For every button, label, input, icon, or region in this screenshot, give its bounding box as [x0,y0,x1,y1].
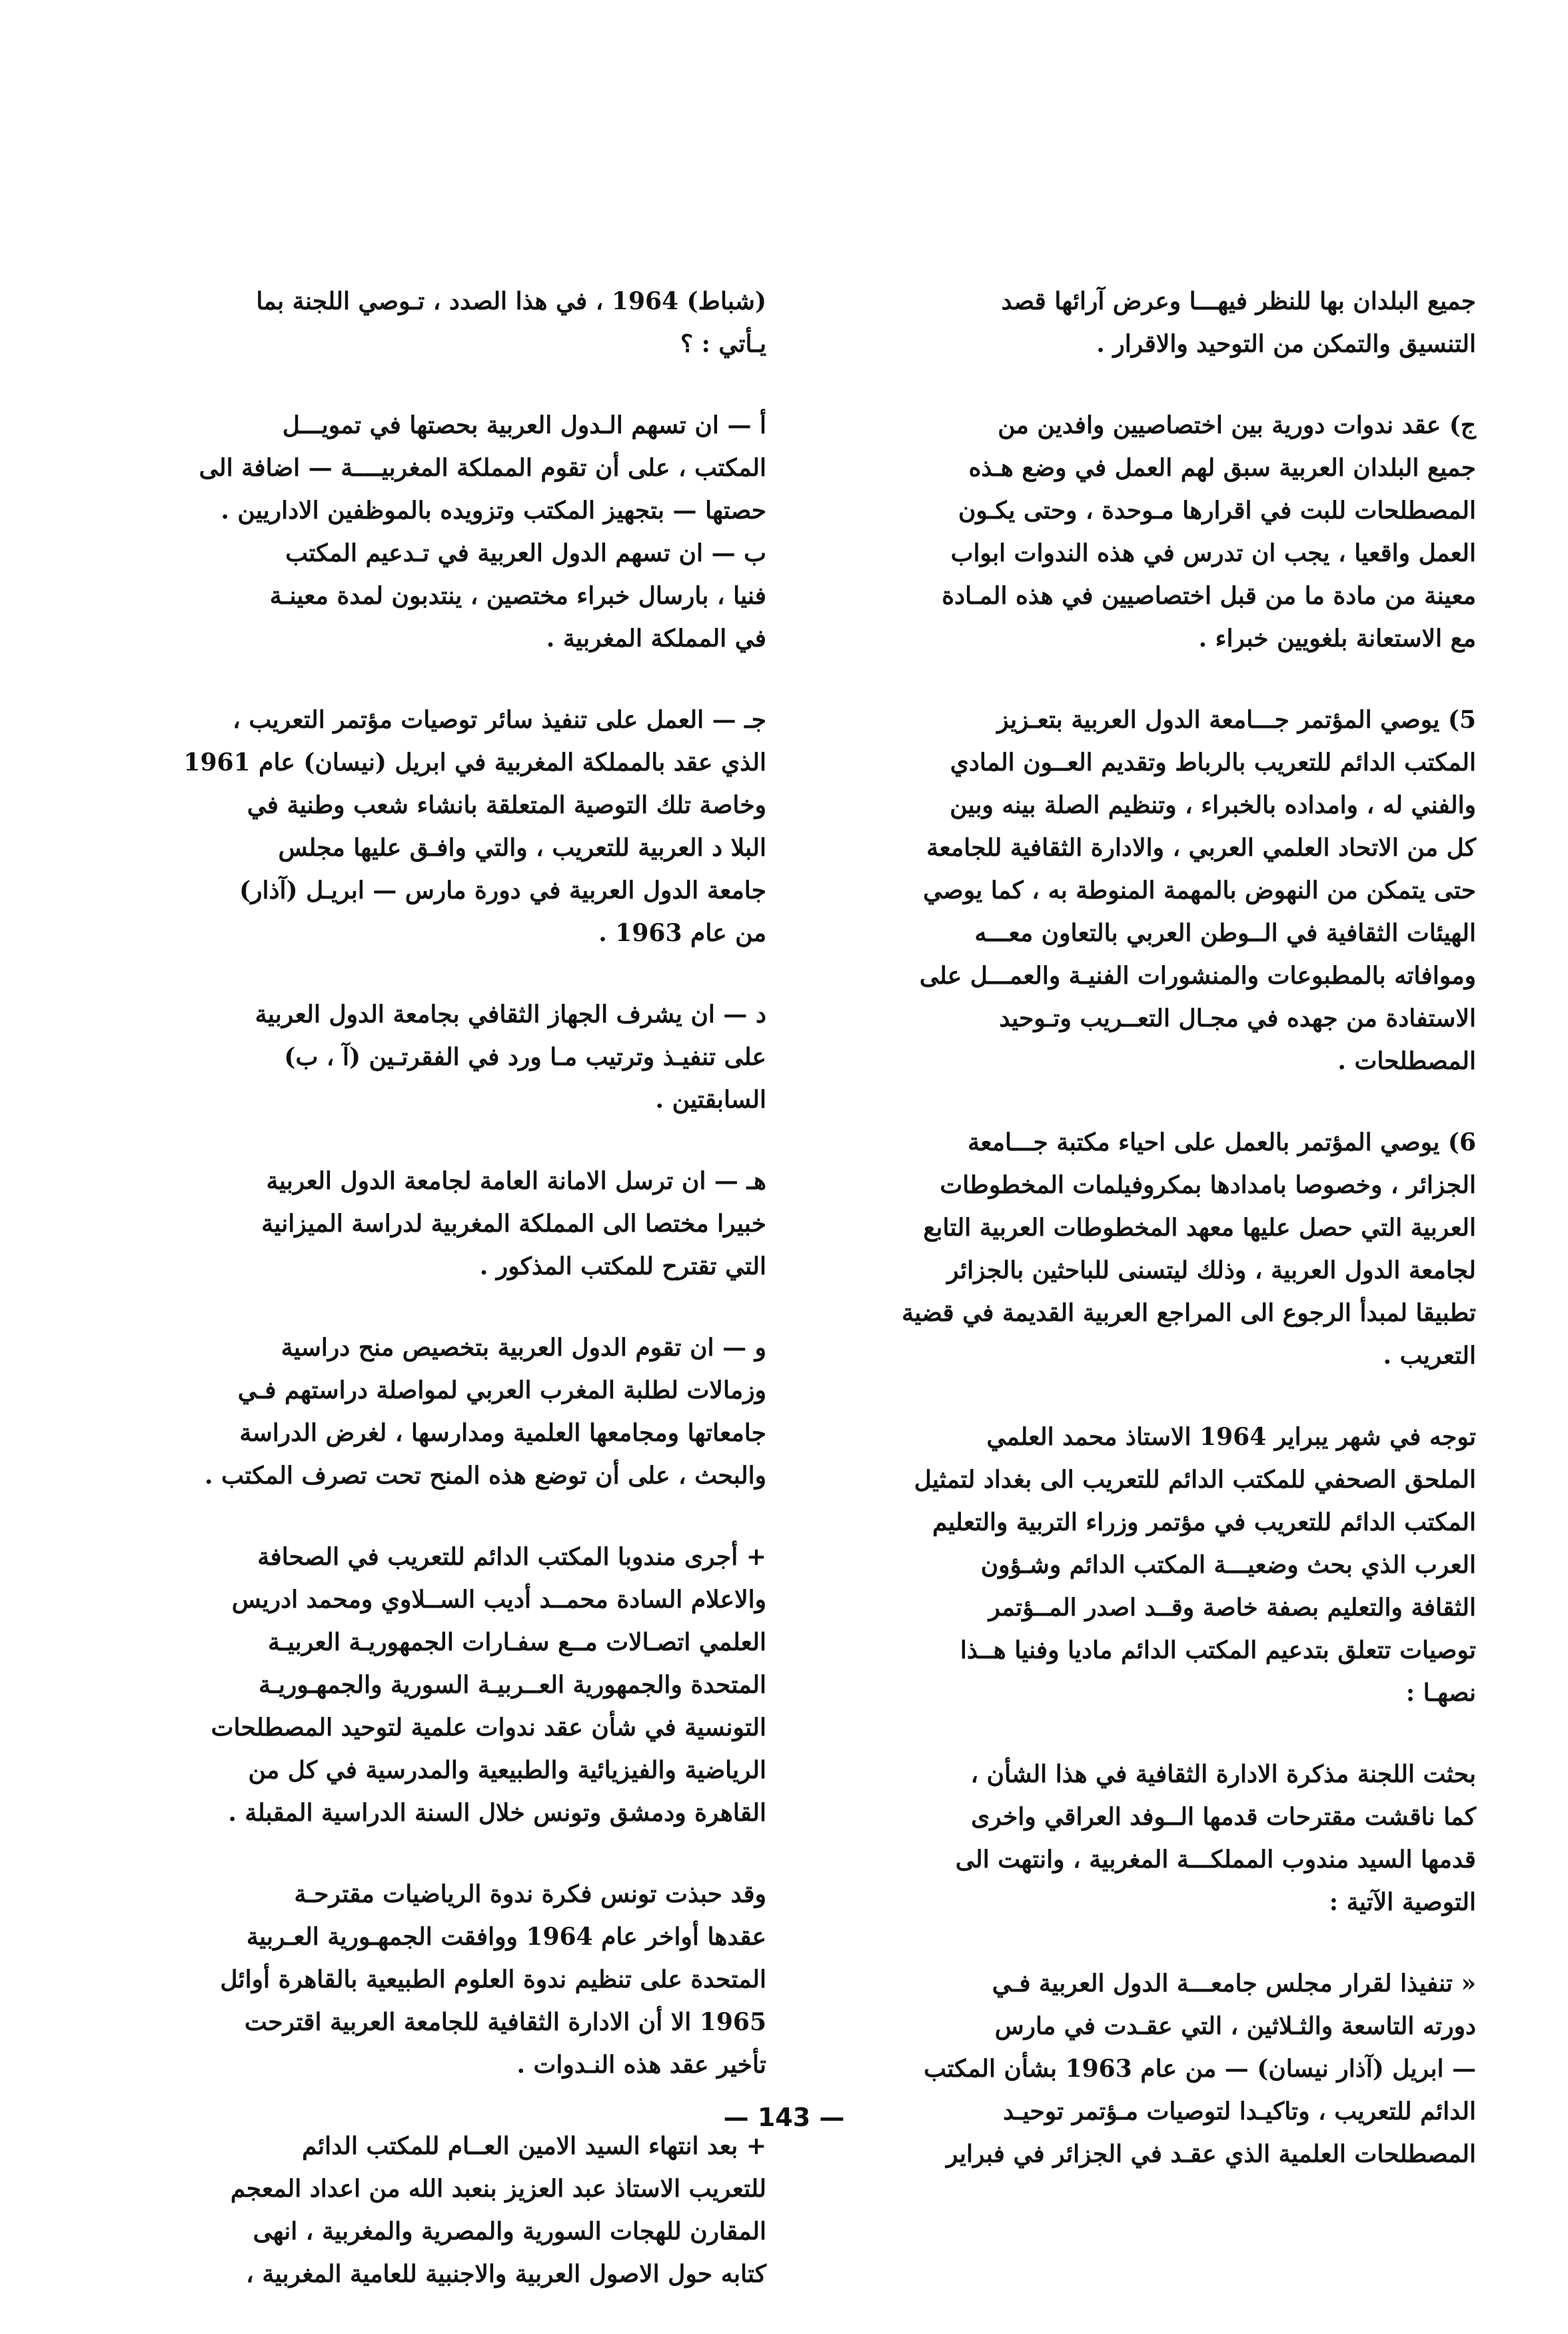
paragraph: وقد حبذت تونس فكرة ندوة الرياضيات مقترحـة عقدها أواخر عام 1964 ووافقت الجمهـورية العـربية المتحدة على تنظيم ندوة العلوم الطبيعية بالقاهرة أوائل 1965 الا أن الادارة الثقافية للجامعة العربية اقترحت تأخير عقد هذه النـدوات . [220,1880,766,2079]
paragraph: (شباط) 1964 ، في هذا الصدد ، تـوصي اللجنة بما يـأتي : ؟ [256,287,766,358]
paragraph: « تنفيذا لقرار مجلس جامعـــة الدول العربية فـي دورته التاسعة والثـلاثين ، التي عقـدت في مارس — ابريل (آذار نيسان) — من عام 1963 بشأن المكتب الدائم للتعريب ، وتاكيـدا لتوصيات مـؤتمر توحيـد المصطلحات العلمية الذي عقـد في الجزائر في فبراير [924,1969,1476,2168]
paragraph: + بعد انتهاء السيد الامين العــام للمكتب الدائم للتعريب الاستاذ عبد العزيز بنعبد الله من اعداد المعجم المقارن للهجات السورية والمصرية والمغربية ، انهى كتابه حول الاصول العربية والاجنبية للعامية المغربية ، [230,2132,766,2288]
page-top-edge [0,0,1568,4]
paragraph: جميع البلدان بها للنظر فيهـــا وعرض آرائها قصد التنسيق والتمكن من التوحيد والاقرار . [1001,287,1476,358]
paragraph: و — ان تقوم الدول العربية بتخصيص منح دراسية وزمالات لطلبة المغرب العربي لمواصلة دراستهم فـي جامعاتها ومجامعها العلمية ومدارسها ، لغرض الدراسة والبحث ، على أن توضع هذه المنح تحت تصرف المكتب . [204,1334,766,1490]
page-number: — 143 — [723,2103,845,2132]
paragraph: توجه في شهر يبراير 1964 الاستاذ محمد العلمي الملحق الصحفي للمكتب الدائم للتعريب الى بغداد لتمثيل المكتب الدائم للتعريب في مؤتمر وزراء التربية والتعليم العرب الذي بحث وضعيـــة المكتب الدائم وشـؤون الثقافة والتعليم بصفة خاصة وقــد اصدر المــؤتمر توصيات تتعلق بتدعيم المكتب الدائم ماديا وفنيا هــذا نصهـا : [914,1423,1476,1707]
paragraph: جـ — العمل على تنفيذ سائر توصيات مؤتمر التعريب ، الذي عقد بالمملكة المغربية في ابريل (نيسان) عام 1961 وخاصة تلك التوصية المتعلقة بانشاء شعب وطنية في البلا د العربية للتعريب ، والتي وافـق عليها مجلس جامعة الدول العربية في دورة مارس — ابريـل (آذار) من عام 1963 . [183,706,766,947]
paragraph: بحثت اللجنة مذكرة الادارة الثقافية في هذا الشأن ، كما ناقشت مقترحات قدمها الــوفد العراقي واخرى قدمها السيد مندوب المملكـــة المغربية ، وانتهت الى التوصية الآتية : [955,1760,1476,1916]
left-column [100,280,766,2334]
paragraph: + أجرى مندوبا المكتب الدائم للتعريب في الصحافة والاعلام السادة محمــد أديب الســلاوي ومحمد ادريس العلمي اتصـالات مــع سفـارات الجمهوريـة العربيـة المتحدة والجمهورية العــربيـة السورية والجمهـوريـة التونسية في شأن عقد ندوات علمية لتوحيد المصطلحات الرياضية والفيزيائية والطبيعية والمدرسية في كل من القاهرة ودمشق وتونس خلال السنة الدراسية المقبلة . [211,1543,766,1827]
paragraph: د — ان يشرف الجهاز الثقافي بجامعة الدول العربية على تنفيـذ وترتيب مـا ورد في الفقرتـين (آ ، ب) السابقتين . [255,1000,766,1114]
paragraph: هـ — ان ترسل الامانة العامة لجامعة الدول العربية خبيرا مختصا الى المملكة المغربية لدراسة الميزانية التي تقترح للمكتب المذكور . [261,1167,766,1280]
paragraph: 5) يوصي المؤتمر جـــامعة الدول العربية بتعـزيز المكتب الدائم للتعريب بالرباط وتقديم العــون المادي والفني له ، وامداده بالخبراء ، وتنظيم الصلة بينه وبين كل من الاتحاد العلمي العربي ، والادارة الثقافية للجامعة حتى يتمكن من النهوض بالمهمة المنوطة به ، كما يوصي الهيئات الثقافية في الــوطن العربي بالتعاون معـــه وموافاته بالمطبوعات والمنشورات الفنيـة والعمـــل على الاستفادة من جهده في مجـال التعــريب وتـوحيد المصطلحات . [919,706,1476,1075]
paragraph: 6) يوصي المؤتمر بالعمل على احياء مكتبة جـــامعة الجزائر ، وخصوصا بامدادها بمكروفيلمات المخطوطات العربية التي حصل عليها معهد المخطوطات العربية التابع لجامعة الدول العربية ، وذلك ليتسنى للباحثين بالجزائر تطبيقا لمبدأ الرجوع الى المراجع العربية القديمة في قضية التعريب . [902,1128,1476,1370]
paragraph: ج) عقد ندوات دورية بين اختصاصيين وافدين من جميع البلدان العربية سبق لهم العمل في وضع هـذه المصطلحات للبت في اقرارها مـوحدة ، وحتى يكـون العمل واقعيا ، يجب ان تدرس في هذه الندوات ابواب معينة من مادة ما من قبل اختصاصيين في هذه المـادة مع الاستعانة بلغويين خبراء . [942,411,1476,652]
right-column [810,280,1476,2214]
paragraph: أ — ان تسهم الـدول العربية بحصتها في تمويـــل المكتب ، على أن تقوم المملكة المغربيــــة — اضافة الى حصتها — بتجهيز المكتب وتزويده بالموظفين الاداريين . ب — ان تسهم الدول العربية في تـدعيم المكتب فنيا ، بارسال خبراء مختصين ، ينتدبون لمدة معينـة في المملكة المغربية . [199,411,766,652]
